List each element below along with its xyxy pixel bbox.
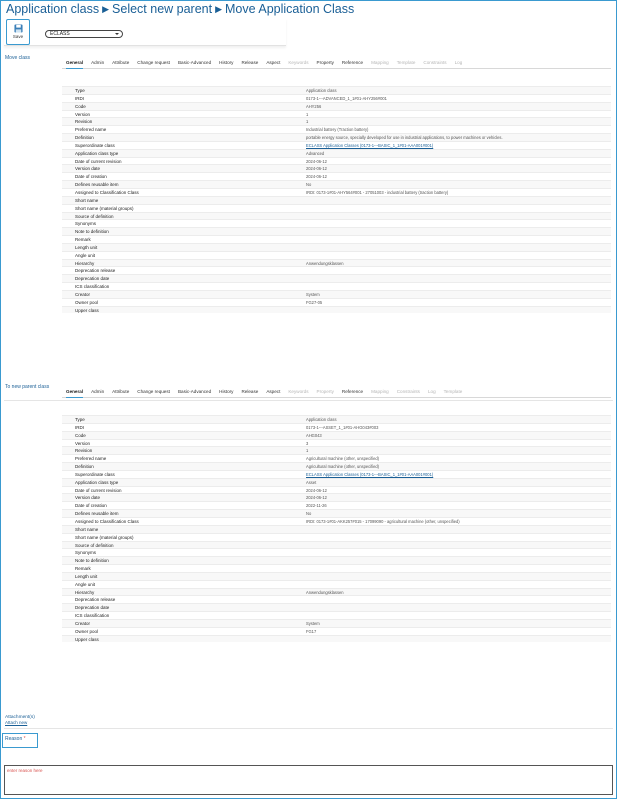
tab-history[interactable]: History (219, 388, 234, 394)
property-value: 2024-06-12 (306, 487, 327, 493)
property-row (62, 149, 611, 157)
tab-property[interactable]: Property (316, 59, 334, 65)
property-row (62, 454, 611, 462)
breadcrumb-item-application-class[interactable]: Application class (6, 2, 100, 16)
property-row (62, 188, 611, 196)
new-parent-label: To new parent class (5, 384, 50, 390)
property-row (62, 219, 611, 227)
property-label: Upper class (75, 307, 99, 313)
property-row (62, 525, 611, 533)
tab-reference[interactable]: Reference (341, 388, 364, 394)
reason-label (5, 736, 26, 742)
tab-template: Template (443, 388, 463, 394)
property-label: Application class type (75, 479, 119, 485)
property-row (62, 509, 611, 517)
property-label: Assigned to Classification Class (75, 518, 139, 524)
property-row (62, 478, 611, 486)
property-label: Date of current revision (75, 158, 122, 164)
property-label: Code (75, 432, 86, 438)
property-row (62, 533, 611, 541)
property-label: Owner pool (75, 628, 99, 634)
property-value: AHY256 (306, 103, 322, 109)
property-label: Code (75, 103, 86, 109)
property-row (62, 282, 611, 290)
tab-attribute[interactable]: Attribute (112, 388, 130, 394)
property-label: Short name (material groups) (75, 205, 134, 211)
property-label: Hierarchy (75, 589, 95, 595)
tab-basic-advanced[interactable]: Basic-Advanced (177, 388, 212, 394)
property-value: Industrial battery (Traction battery) (306, 127, 369, 133)
property-value: 2024-06-12 (306, 158, 327, 164)
property-label: Deprecation date (75, 605, 110, 611)
property-row (62, 635, 611, 643)
property-row (62, 204, 611, 212)
property-label: Upper class (75, 636, 99, 642)
property-value: 1 (306, 119, 309, 125)
property-row (62, 627, 611, 635)
tab-admin[interactable]: Admin (91, 59, 105, 65)
property-label: Creator (75, 291, 91, 297)
catalog-select[interactable] (45, 30, 123, 38)
property-label: Version date (75, 495, 101, 501)
property-label: Defines reusable item (75, 182, 119, 188)
property-value: Agricultural machine (other, unspecified) (306, 456, 380, 462)
property-row (62, 266, 611, 274)
new-parent-tabs (62, 385, 611, 398)
property-value: FG17 (306, 628, 317, 634)
property-label: Hierarchy (75, 260, 95, 266)
property-row (62, 125, 611, 133)
property-label: Date of current revision (75, 487, 122, 493)
property-label: Defines reusable item (75, 511, 119, 517)
tab-property: Property (316, 388, 334, 394)
property-label: Version (75, 440, 91, 446)
property-row (62, 227, 611, 235)
save-label: Save (12, 34, 24, 39)
property-label: Synonyms (75, 221, 97, 227)
property-row (62, 423, 611, 431)
property-value: Advanced (306, 150, 325, 156)
property-label: Preferred name (75, 456, 107, 462)
property-row (62, 548, 611, 556)
divider (4, 728, 613, 729)
tab-constraints: Constraints (423, 59, 447, 65)
property-label: Date of creation (75, 174, 107, 180)
property-label: Date of creation (75, 503, 107, 509)
property-label: Note to definition (75, 558, 109, 564)
property-label: Short name (material groups) (75, 534, 134, 540)
breadcrumb-item-current: Move Application Class (225, 2, 355, 16)
property-value: 2024-06-12 (306, 166, 327, 172)
property-row (62, 603, 611, 611)
tab-attribute[interactable]: Attribute (112, 59, 130, 65)
property-label: Short name (75, 526, 99, 532)
reason-label-text: Reason (5, 736, 23, 742)
property-label: Version (75, 111, 91, 117)
property-value: Asset (306, 479, 317, 485)
property-row (62, 180, 611, 188)
property-row (62, 493, 611, 501)
tab-constraints: Constraints (396, 388, 420, 394)
tab-template: Template (396, 59, 416, 65)
tab-admin[interactable]: Admin (91, 388, 105, 394)
tab-history[interactable]: History (219, 59, 234, 65)
property-label: Deprecation release (75, 268, 116, 274)
property-value: 1 (306, 448, 309, 454)
property-label: Short name (75, 197, 99, 203)
property-value: Application class (306, 417, 337, 422)
reason-input[interactable] (4, 765, 613, 795)
property-row (62, 517, 611, 525)
property-row (62, 157, 611, 165)
property-value: IRDI: 0173-1#01-AHY564#001 - 27051003 - industrial battery (traction battery) (306, 189, 449, 195)
move-class-tabs (62, 56, 611, 69)
property-label: Type (75, 88, 85, 93)
property-row (62, 572, 611, 580)
tab-log: Log (454, 59, 463, 65)
property-label: IRDI (75, 424, 84, 430)
property-row (62, 172, 611, 180)
property-row (62, 251, 611, 259)
property-label: Superordinate class (75, 142, 115, 148)
property-value: Application class (306, 88, 337, 93)
save-button[interactable] (6, 19, 30, 45)
property-value: 3 (306, 440, 309, 446)
property-row (62, 439, 611, 447)
property-value: System (306, 620, 320, 626)
property-label: Deprecation date (75, 276, 110, 282)
property-row (62, 580, 611, 588)
property-row (62, 431, 611, 439)
property-value: 0173-1---ADVANCED_1_1#01-AHY256#001 (306, 95, 387, 101)
property-label: Superordinate class (75, 471, 115, 477)
tab-mapping: Mapping (371, 59, 389, 65)
tab-log: Log (427, 388, 436, 394)
save-icon (14, 24, 23, 33)
property-row (62, 290, 611, 298)
property-row (62, 164, 611, 172)
property-row (62, 541, 611, 549)
property-value: 2022-11-26 (306, 503, 327, 509)
property-label: Assigned to Classification Class (75, 189, 139, 195)
catalog-select-value: ECLASS (50, 31, 70, 37)
property-label: Owner pool (75, 299, 99, 305)
property-row (62, 141, 611, 149)
property-label: Deprecation release (75, 597, 116, 603)
tab-mapping: Mapping (371, 388, 389, 394)
property-label: Note to definition (75, 229, 109, 235)
breadcrumb-item-select-parent[interactable]: Select new parent (112, 2, 213, 16)
property-label: Source of definition (75, 542, 114, 548)
tab-aspect[interactable]: Aspect (266, 388, 281, 394)
tab-release[interactable]: Release (241, 59, 259, 65)
tab-release[interactable]: Release (241, 388, 259, 394)
property-value: IRDI: 0173-1#01-AKK257#015 - 17099090 - agricultural machine (other, unspecified) (306, 518, 460, 524)
tab-basic-advanced[interactable]: Basic-Advanced (177, 59, 212, 65)
property-value: FG27-05 (306, 299, 323, 305)
property-value: portable energy source, specially developed for use in industrial applications, to power machines or vehicles. (306, 135, 503, 141)
property-label: ICS classification (75, 284, 110, 290)
tab-aspect[interactable]: Aspect (266, 59, 281, 65)
property-row (62, 298, 611, 306)
property-label: Remark (75, 237, 91, 243)
property-label: Revision (75, 448, 93, 454)
property-label: Preferred name (75, 127, 107, 133)
property-label: Length unit (75, 244, 98, 250)
property-value: Anwendungsklassen (306, 260, 344, 266)
tab-reference[interactable]: Reference (341, 59, 364, 65)
property-value: No (306, 182, 312, 188)
property-row (62, 611, 611, 619)
property-value: 1 (306, 111, 309, 117)
tab-keywords: Keywords (288, 59, 309, 65)
property-label: ICS classification (75, 613, 110, 619)
tab-general[interactable]: General (66, 60, 83, 69)
superordinate-class-link[interactable]: ECLASS Application Classes (0173-1---BASIC_1_1#01-AAA001#001) (306, 142, 434, 148)
attachments (5, 715, 35, 725)
property-label: Type (75, 417, 85, 422)
property-value: Anwendungsklassen (306, 589, 344, 595)
property-row (62, 501, 611, 509)
chevron-down-icon (115, 33, 119, 35)
property-label: Creator (75, 620, 91, 626)
property-row (62, 486, 611, 494)
required-mark: * (23, 736, 26, 742)
property-row (62, 619, 611, 627)
property-value: No (306, 511, 312, 517)
move-class-properties (62, 86, 611, 313)
property-row (62, 196, 611, 204)
property-row (62, 133, 611, 141)
breadcrumb-separator-icon: ▶ (102, 4, 110, 14)
property-row (62, 94, 611, 102)
property-label: Version date (75, 166, 101, 172)
superordinate-class-link[interactable]: ECLASS Application Classes (0173-1---BASIC_1_1#01-AAA001#001) (306, 471, 434, 477)
property-row (62, 86, 611, 94)
tab-general[interactable]: General (66, 389, 83, 398)
property-row (62, 110, 611, 118)
property-row (62, 415, 611, 423)
attach-new-link[interactable]: Attach new (5, 720, 28, 725)
property-value: Agricultural machine (other, unspecified) (306, 464, 380, 470)
property-value: 2024-06-12 (306, 495, 327, 501)
move-class-label: Move class (5, 55, 31, 61)
tab-change-request[interactable]: Change request (137, 59, 170, 65)
property-row (62, 243, 611, 251)
property-value: AHG043 (306, 432, 322, 438)
breadcrumb (6, 2, 354, 16)
property-label: Remark (75, 566, 91, 572)
property-row (62, 556, 611, 564)
property-row (62, 212, 611, 220)
property-label: Definition (75, 135, 94, 141)
property-label: Length unit (75, 573, 98, 579)
property-row (62, 117, 611, 125)
property-row (62, 564, 611, 572)
breadcrumb-separator-icon: ▶ (215, 4, 223, 14)
property-value: 0173-1---ASSET_1_1#01-AHG043#003 (306, 424, 379, 430)
property-label: Synonyms (75, 550, 97, 556)
tab-keywords: Keywords (288, 388, 309, 394)
property-row (62, 462, 611, 470)
property-label: Source of definition (75, 213, 114, 219)
property-label: Application class type (75, 150, 119, 156)
property-row (62, 235, 611, 243)
property-label: Angle unit (75, 252, 96, 258)
attachments-label: Attachment(s) (5, 715, 35, 720)
property-row (62, 446, 611, 454)
property-row (62, 470, 611, 478)
property-value: 2024-06-12 (306, 174, 327, 180)
property-label: Definition (75, 464, 94, 470)
divider (4, 400, 613, 401)
property-row (62, 306, 611, 314)
property-label: IRDI (75, 95, 84, 101)
property-value: System (306, 291, 320, 297)
property-row (62, 595, 611, 603)
property-row (62, 102, 611, 110)
property-label: Revision (75, 119, 93, 125)
property-label: Angle unit (75, 581, 96, 587)
property-row (62, 274, 611, 282)
new-parent-properties (62, 415, 611, 642)
tab-change-request[interactable]: Change request (137, 388, 170, 394)
property-row (62, 588, 611, 596)
property-row (62, 259, 611, 267)
